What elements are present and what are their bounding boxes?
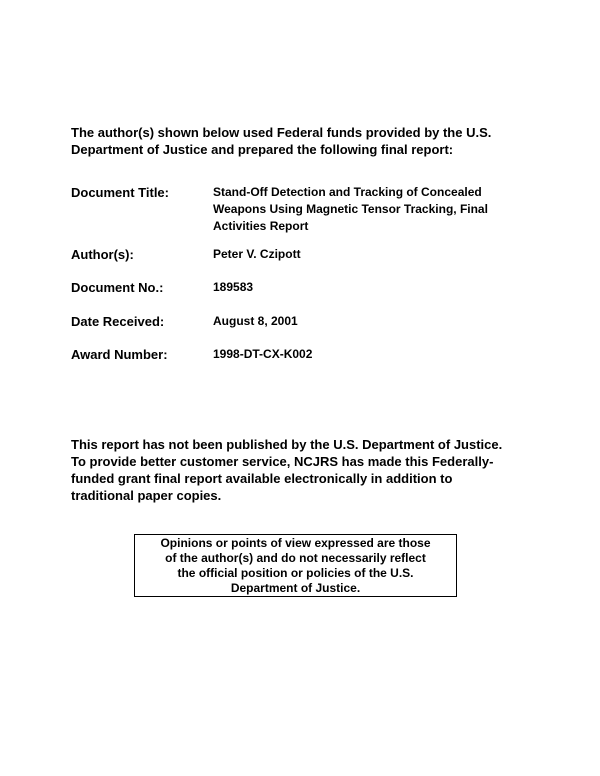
award-number-label: Award Number: [71, 347, 168, 362]
authors-label: Author(s): [71, 247, 134, 262]
publication-notice [71, 436, 541, 504]
award-number-value: 1998-DT-CX-K002 [213, 347, 313, 361]
date-received-value: August 8, 2001 [213, 314, 298, 328]
disclaimer-line: Department of Justice. [230, 581, 361, 595]
disclaimer-line: the official position or policies of the U.S. [177, 566, 414, 580]
disclaimer-box [134, 534, 457, 597]
disclaimer-line: Opinions or points of view expressed are those [160, 536, 431, 550]
authors-value: Peter V. Czipott [213, 247, 301, 261]
date-received-label: Date Received: [71, 314, 165, 329]
document-title-line: Stand-Off Detection and Tracking of Concealed [213, 185, 482, 199]
intro-paragraph [71, 124, 541, 158]
document-title-line: Activities Report [213, 219, 309, 233]
notice-line: traditional paper copies. [71, 488, 222, 503]
disclaimer-line: of the author(s) and do not necessarily reflect [165, 551, 426, 565]
document-number-value: 189583 [213, 280, 254, 294]
document-title-line: Weapons Using Magnetic Tensor Tracking, Final [213, 202, 488, 216]
notice-line: This report has not been published by the U.S. Department of Justice. [71, 437, 503, 452]
intro-line: Department of Justice and prepared the following final report: [71, 142, 454, 157]
notice-line: funded grant final report available electronically in addition to [71, 471, 453, 486]
notice-line: To provide better customer service, NCJRS has made this Federally- [71, 454, 494, 469]
document-title-label: Document Title: [71, 185, 169, 200]
intro-line: The author(s) shown below used Federal funds provided by the U.S. [71, 125, 492, 140]
document-title-value [213, 184, 543, 235]
document-number-label: Document No.: [71, 280, 164, 295]
